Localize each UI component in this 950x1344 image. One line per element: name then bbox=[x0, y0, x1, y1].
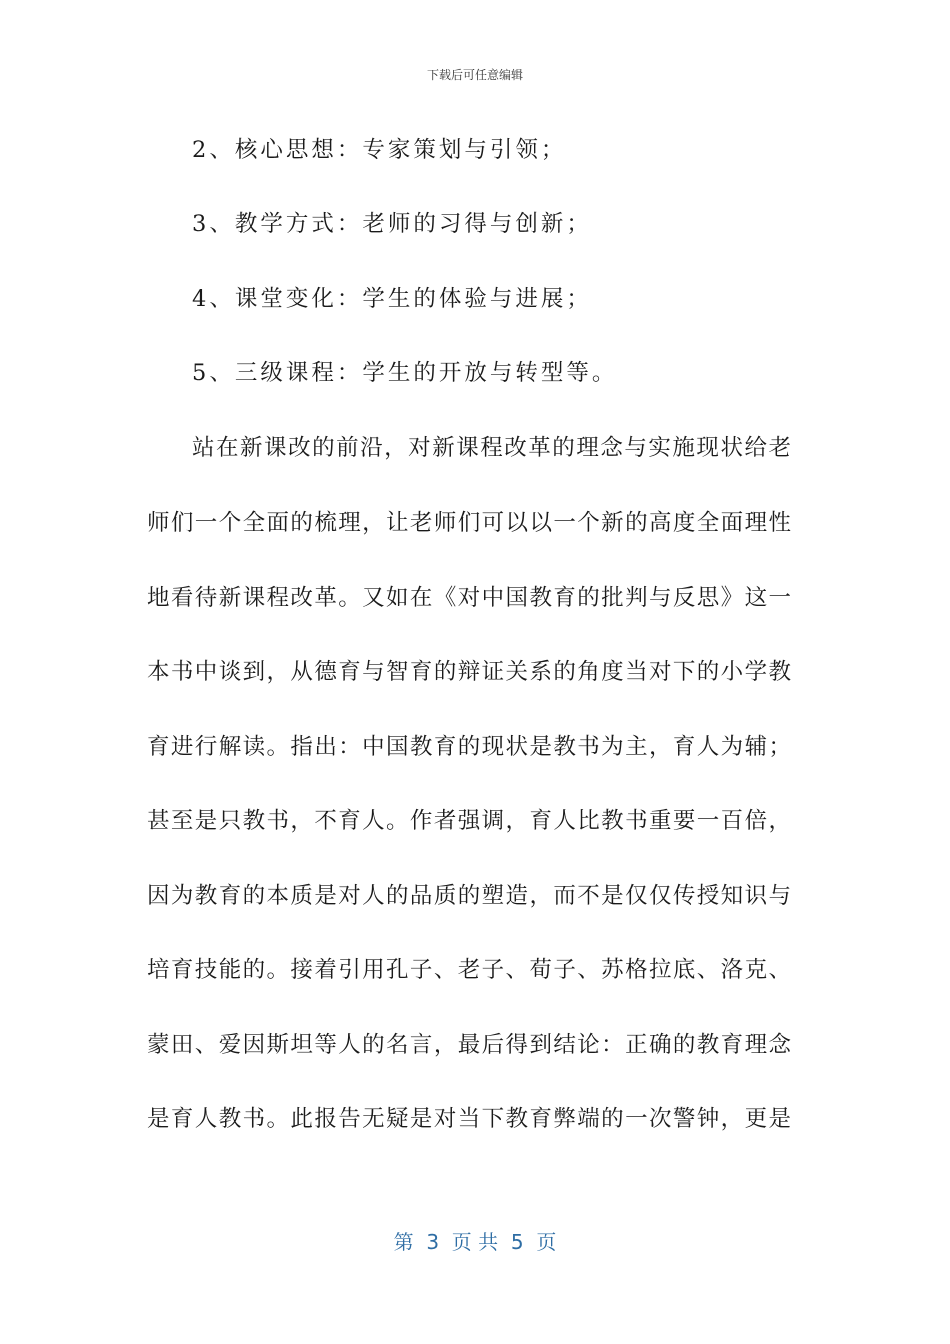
paragraph-line: 育进行解读。指出：中国教育的现状是教书为主，育人为辅； bbox=[147, 734, 791, 760]
list-item-classroom-change: 4、课堂变化：学生的体验与进展； bbox=[192, 286, 592, 312]
list-item-core-idea: 2、核心思想：专家策划与引领； bbox=[192, 137, 567, 163]
paragraph-line: 本书中谈到，从德育与智育的辩证关系的角度当对下的小学教 bbox=[147, 659, 791, 685]
paragraph-line: 地看待新课程改革。又如在《对中国教育的批判与反思》这一 bbox=[147, 585, 791, 611]
paragraph-line: 甚至是只教书，不育人。作者强调，育人比教书重要一百倍， bbox=[147, 808, 791, 834]
paragraph-line: 是育人教书。此报告无疑是对当下教育弊端的一次警钟，更是 bbox=[147, 1106, 791, 1132]
paragraph-line: 师们一个全面的梳理，让老师们可以以一个新的高度全面理性 bbox=[147, 510, 791, 536]
paragraph-line: 因为教育的本质是对人的品质的塑造，而不是仅仅传授知识与 bbox=[147, 883, 791, 909]
paragraph-line: 站在新课改的前沿，对新课程改革的理念与实施现状给老 bbox=[192, 435, 791, 461]
list-item-teaching-method: 3、教学方式：老师的习得与创新； bbox=[192, 211, 592, 237]
list-item-three-level-courses: 5、三级课程：学生的开放与转型等。 bbox=[192, 360, 618, 386]
page-number-footer: 第 3 页 共 5 页 bbox=[393, 1230, 557, 1254]
paragraph-line: 蒙田、爱因斯坦等人的名言，最后得到结论：正确的教育理念 bbox=[147, 1032, 791, 1058]
paragraph-line: 培育技能的。接着引用孔子、老子、荀子、苏格拉底、洛克、 bbox=[147, 957, 791, 983]
page-header: 下载后可任意编辑 bbox=[426, 68, 523, 82]
